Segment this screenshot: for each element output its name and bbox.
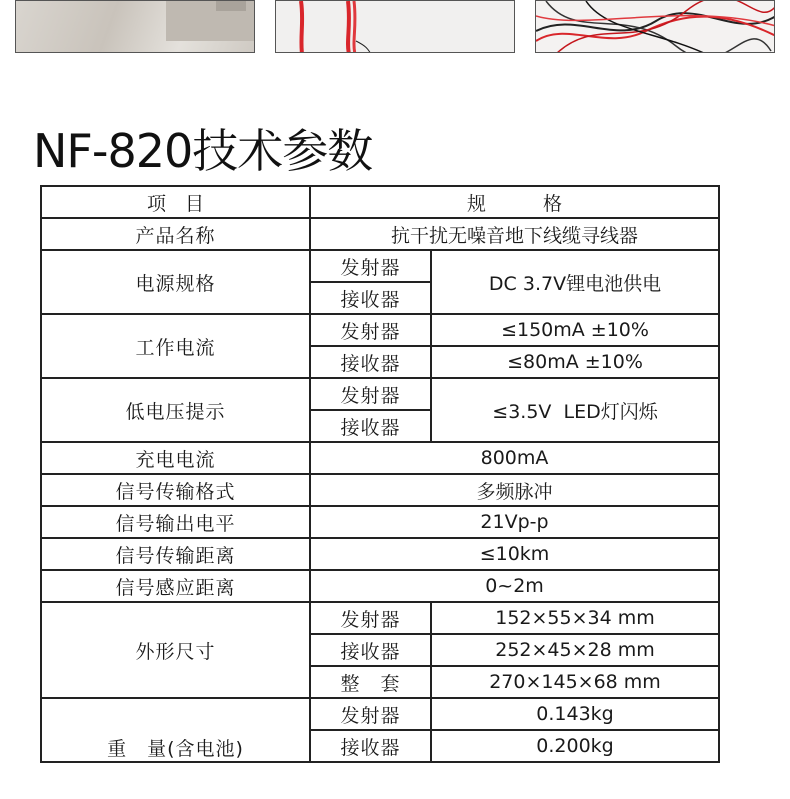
row-value: ≤80mA ±10% <box>431 346 719 378</box>
box-photo-icon <box>16 1 255 53</box>
table-row <box>41 474 719 506</box>
row-label: 信号输出电平 <box>41 506 310 538</box>
row-label: 重 量(含电池) <box>41 698 310 762</box>
sub-label: 接收器 <box>310 410 431 442</box>
sub-label: 整 套 <box>310 666 431 698</box>
product-photo-1 <box>15 0 255 53</box>
row-label: 工作电流 <box>41 314 310 378</box>
row-value: 21Vp-p <box>310 506 719 538</box>
red-cable-photo-icon <box>276 1 515 53</box>
row-value: DC 3.7V锂电池供电 <box>431 250 719 314</box>
product-photo-2 <box>275 0 515 53</box>
sub-label: 发射器 <box>310 698 431 730</box>
header-item: 项 目 <box>41 186 310 218</box>
table-row <box>41 314 719 346</box>
table-row <box>41 602 719 634</box>
row-value: ≤10km <box>310 538 719 570</box>
row-value: 0~2m <box>310 570 719 602</box>
tangled-wires-photo-icon <box>536 1 775 53</box>
row-label: 信号传输距离 <box>41 538 310 570</box>
row-value: 抗干扰无噪音地下线缆寻线器 <box>310 218 719 250</box>
sub-label: 发射器 <box>310 378 431 410</box>
row-value: 270×145×68 mm <box>431 666 719 698</box>
header-spec: 规 格 <box>310 186 719 218</box>
sub-label: 发射器 <box>310 314 431 346</box>
sub-label: 发射器 <box>310 250 431 282</box>
sub-label: 发射器 <box>310 602 431 634</box>
table-row <box>41 506 719 538</box>
row-label: 信号传输格式 <box>41 474 310 506</box>
sub-label: 接收器 <box>310 282 431 314</box>
row-value: ≤3.5V LED灯闪烁 <box>431 378 719 442</box>
table-row <box>41 250 719 282</box>
row-value: 0.143kg <box>431 698 719 730</box>
row-label: 充电电流 <box>41 442 310 474</box>
table-row <box>41 442 719 474</box>
row-label: 低电压提示 <box>41 378 310 442</box>
sub-label: 接收器 <box>310 346 431 378</box>
sub-label: 接收器 <box>310 634 431 666</box>
table-row <box>41 218 719 250</box>
row-value: ≤150mA ±10% <box>431 314 719 346</box>
sub-label: 接收器 <box>310 730 431 762</box>
table-header-row <box>41 186 719 218</box>
table-row <box>41 378 719 410</box>
row-value: 多频脉冲 <box>310 474 719 506</box>
row-value: 152×55×34 mm <box>431 602 719 634</box>
row-label: 信号感应距离 <box>41 570 310 602</box>
table-row <box>41 570 719 602</box>
spec-table <box>40 185 720 763</box>
table-row <box>41 538 719 570</box>
table-row <box>41 698 719 730</box>
product-photo-3 <box>535 0 775 53</box>
row-label: 产品名称 <box>41 218 310 250</box>
row-label: 外形尺寸 <box>41 602 310 698</box>
row-value: 800mA <box>310 442 719 474</box>
row-label: 电源规格 <box>41 250 310 314</box>
page-title: NF-820技术参数 <box>33 124 373 178</box>
row-value: 0.200kg <box>431 730 719 762</box>
row-value: 252×45×28 mm <box>431 634 719 666</box>
